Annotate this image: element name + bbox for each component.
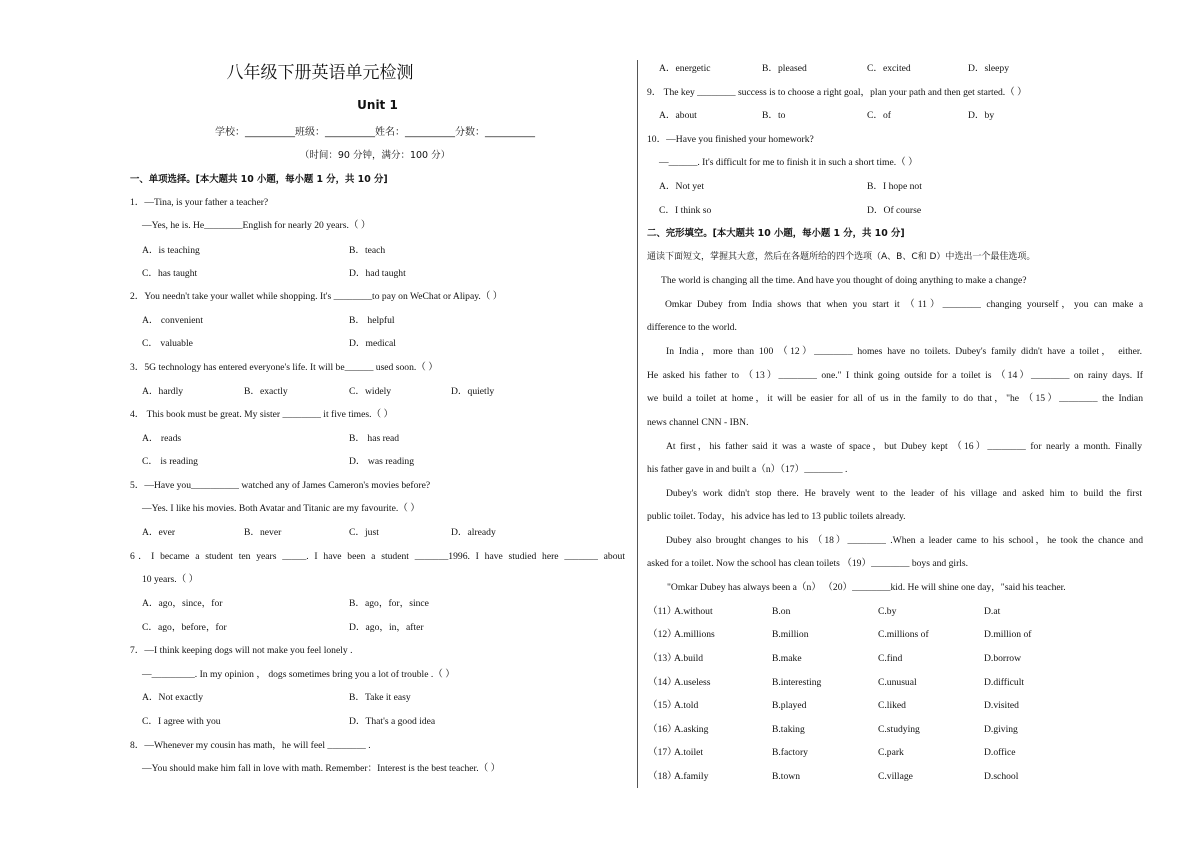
- cloze-option-d: D.difficult: [984, 677, 1025, 688]
- question-4-option-b: B． has read: [349, 433, 400, 444]
- cloze-option-d: D.at: [984, 606, 1001, 617]
- cloze-number: （11）: [648, 606, 677, 617]
- question-6-stem: 6．I became a student ten years _____. I have been a student _______1996. I have studied here _______ about: [130, 551, 625, 562]
- cloze-option-c: C.find: [878, 653, 903, 664]
- question-3-option-c: C．widely: [349, 386, 392, 397]
- cloze-option-d: D.visited: [984, 700, 1019, 711]
- passage-line: asked for a toilet. Now the school has clean toilets （19）________ boys and girls.: [647, 558, 969, 569]
- question-6-option-d: D．ago，in，after: [349, 622, 424, 633]
- cloze-option-b: B.factory: [772, 747, 808, 758]
- cloze-number: （13）: [648, 653, 677, 664]
- question-2-option-a: A． convenient: [142, 315, 204, 326]
- question-8-line2: —You should make him fall in love with math. Remember：Interest is the best teacher.（ ）: [142, 763, 501, 774]
- cloze-option-a: A.family: [674, 771, 709, 782]
- question-7-stem: 7．—I think keeping dogs will not make you feel lonely .: [130, 645, 353, 656]
- cloze-option-c: C.studying: [878, 724, 920, 735]
- question-2-option-b: B． helpful: [349, 315, 395, 326]
- cloze-number: （12）: [648, 629, 677, 640]
- exam-meta: （时间：90 分钟，满分：100 分）: [299, 150, 451, 161]
- cloze-number: （17）: [648, 747, 677, 758]
- section-1-heading: 一、单项选择。[本大题共 10 小题，每小题 1 分，共 10 分]: [130, 174, 388, 185]
- section-2-heading: 二、完形填空。[本大题共 10 小题，每小题 1 分，共 10 分]: [647, 228, 905, 239]
- question-8-option-a: A．energetic: [659, 63, 711, 74]
- question-9-option-b: B．to: [762, 110, 786, 121]
- question-5-line2: —Yes. I like his movies. Both Avatar and Titanic are my favourite.（ ）: [142, 503, 420, 514]
- passage-line: "Omkar Dubey has always been a（n） （20）________kid. He will shine one day，"said his teacher.: [667, 582, 1066, 593]
- question-7-line2: —_________. In my opinion ， dogs sometimes bring you a lot of trouble .（ ）: [142, 669, 455, 680]
- question-8-option-d: D．sleepy: [968, 63, 1010, 74]
- question-2-stem: 2．You needn't take your wallet while shopping. It's ________to pay on WeChat or Alipay.（ ）: [130, 291, 503, 302]
- cloze-option-b: B.town: [772, 771, 800, 782]
- passage-line: The world is changing all the time. And have you thought of doing anything to make a change?: [661, 275, 1027, 286]
- question-1-option-d: D．had taught: [349, 268, 406, 279]
- question-8-option-b: B．pleased: [762, 63, 807, 74]
- cloze-option-b: B.make: [772, 653, 802, 664]
- cloze-option-c: C.millions of: [878, 629, 929, 640]
- question-4-option-d: D． was reading: [349, 456, 415, 467]
- question-1-option-b: B．teach: [349, 245, 386, 256]
- cloze-option-b: B.million: [772, 629, 809, 640]
- cloze-option-d: D.borrow: [984, 653, 1022, 664]
- question-7-option-b: B．Take it easy: [349, 692, 411, 703]
- question-1-option-c: C．has taught: [142, 268, 198, 279]
- student-info-line: 学校：__________班级：__________姓名：__________分数：__________: [215, 127, 535, 138]
- question-8-option-c: C．excited: [867, 63, 911, 74]
- question-3-stem: 3．5G technology has entered everyone's life. It will be______ used soon.（ ）: [130, 362, 438, 373]
- cloze-option-c: C.by: [878, 606, 897, 617]
- question-10-option-c: C．I think so: [659, 205, 712, 216]
- question-5-stem: 5．—Have you__________ watched any of James Cameron's movies before?: [130, 480, 431, 491]
- question-9-option-d: D．by: [968, 110, 995, 121]
- cloze-option-d: D.giving: [984, 724, 1018, 735]
- cloze-option-d: D.school: [984, 771, 1019, 782]
- cloze-option-c: C.liked: [878, 700, 906, 711]
- page-title: 八年级下册英语单元检测: [226, 63, 414, 83]
- question-8-stem: 8．—Whenever my cousin has math，he will feel ________ .: [130, 740, 371, 751]
- cloze-number: （16）: [648, 724, 677, 735]
- question-5-option-c: C．just: [349, 527, 379, 538]
- passage-line: Dubey also brought changes to his （18）________ .When a leader came to his school，he took the chance and: [666, 535, 1143, 546]
- cloze-option-a: A.useless: [674, 677, 711, 688]
- question-4-option-c: C． is reading: [142, 456, 198, 467]
- question-2-option-d: D．medical: [349, 338, 396, 349]
- cloze-option-c: C.park: [878, 747, 904, 758]
- cloze-option-b: B.interesting: [772, 677, 822, 688]
- cloze-option-b: B.played: [772, 700, 807, 711]
- question-7-option-a: A．Not exactly: [142, 692, 204, 703]
- cloze-option-a: A.millions: [674, 629, 715, 640]
- passage-line: difference to the world.: [647, 322, 737, 333]
- passage-line: his father gave in and built a（n）（17）________ .: [647, 464, 848, 475]
- cloze-option-d: D.office: [984, 747, 1016, 758]
- question-4-option-a: A． reads: [142, 433, 182, 444]
- section-2-instruction: 通读下面短文，掌握其大意，然后在各题所给的四个选项（A、B、C和 D）中选出一个最佳选项。: [647, 252, 1036, 262]
- question-10-option-b: B．I hope not: [867, 181, 922, 192]
- question-9-stem: 9． The key ________ success is to choose a right goal，plan your path and then get started.（ ）: [647, 87, 1027, 98]
- cloze-option-c: C.village: [878, 771, 913, 782]
- question-10-stem: 10．—Have you finished your homework?: [647, 134, 814, 145]
- passage-line: we build a toilet at home，it will be easier for all of us in the family to do that，"he （15）________ the Indian: [647, 393, 1143, 404]
- cloze-number: （14）: [648, 677, 677, 688]
- cloze-option-d: D.million of: [984, 629, 1032, 640]
- cloze-option-a: A.told: [674, 700, 699, 711]
- question-3-option-a: A．hardly: [142, 386, 184, 397]
- question-6-option-a: A．ago，since，for: [142, 598, 223, 609]
- unit-heading: Unit 1: [357, 98, 398, 112]
- question-6-line2: 10 years.（ ）: [142, 574, 199, 585]
- question-9-option-a: A．about: [659, 110, 697, 121]
- cloze-option-a: A.toilet: [674, 747, 704, 758]
- question-5-option-d: D．already: [451, 527, 496, 538]
- passage-line: public toilet. Today，his advice has led to 13 public toilets already.: [647, 511, 906, 522]
- cloze-option-b: B.taking: [772, 724, 805, 735]
- question-10-option-d: D．Of course: [867, 205, 922, 216]
- question-10-line2: —______. It's difficult for me to finish it in such a short time.（ ）: [659, 157, 918, 168]
- question-6-option-b: B．ago，for，since: [349, 598, 429, 609]
- question-1-line2: —Yes, he is. He________English for nearly 20 years.（ ）: [142, 220, 371, 231]
- passage-line: news channel CNN - IBN.: [647, 417, 749, 428]
- question-5-option-b: B．never: [244, 527, 282, 538]
- question-10-option-a: A．Not yet: [659, 181, 705, 192]
- question-5-option-a: A．ever: [142, 527, 176, 538]
- cloze-option-b: B.on: [772, 606, 791, 617]
- cloze-number: （15）: [648, 700, 677, 711]
- passage-line: In India，more than 100 （12）________ homes have no toilets. Dubey's family didn't have a toilet， either.: [666, 346, 1142, 357]
- question-2-option-c: C． valuable: [142, 338, 193, 349]
- cloze-option-a: A.build: [674, 653, 704, 664]
- question-6-option-c: C．ago，before，for: [142, 622, 227, 633]
- cloze-number: （18）: [648, 771, 677, 782]
- question-1-stem: 1．—Tina, is your father a teacher?: [130, 197, 269, 208]
- question-7-option-c: C．I agree with you: [142, 716, 221, 727]
- question-7-option-d: D．That's a good idea: [349, 716, 436, 727]
- cloze-option-a: A.asking: [674, 724, 709, 735]
- passage-line: Dubey's work didn't stop there. He bravely went to the leader of his village and asked him to build the first: [666, 488, 1142, 499]
- passage-line: He asked his father to （13）________ one." I think going outside for a toilet is （14）________ on rainy days. If: [647, 370, 1143, 381]
- question-3-option-b: B．exactly: [244, 386, 288, 397]
- question-1-option-a: A．is teaching: [142, 245, 200, 256]
- question-9-option-c: C．of: [867, 110, 891, 121]
- cloze-option-a: A.without: [674, 606, 713, 617]
- question-4-stem: 4． This book must be great. My sister ________ it five times.（ ）: [130, 409, 394, 420]
- passage-line: Omkar Dubey from India shows that when you start it （11）________ changing yourself，you can make a: [665, 299, 1143, 310]
- question-3-option-d: D．quietly: [451, 386, 495, 397]
- cloze-option-c: C.unusual: [878, 677, 917, 688]
- passage-line: At first，his father said it was a waste of space，but Dubey kept （16）________ for nearly a month. Finally: [666, 441, 1142, 452]
- column-divider: [637, 60, 638, 788]
